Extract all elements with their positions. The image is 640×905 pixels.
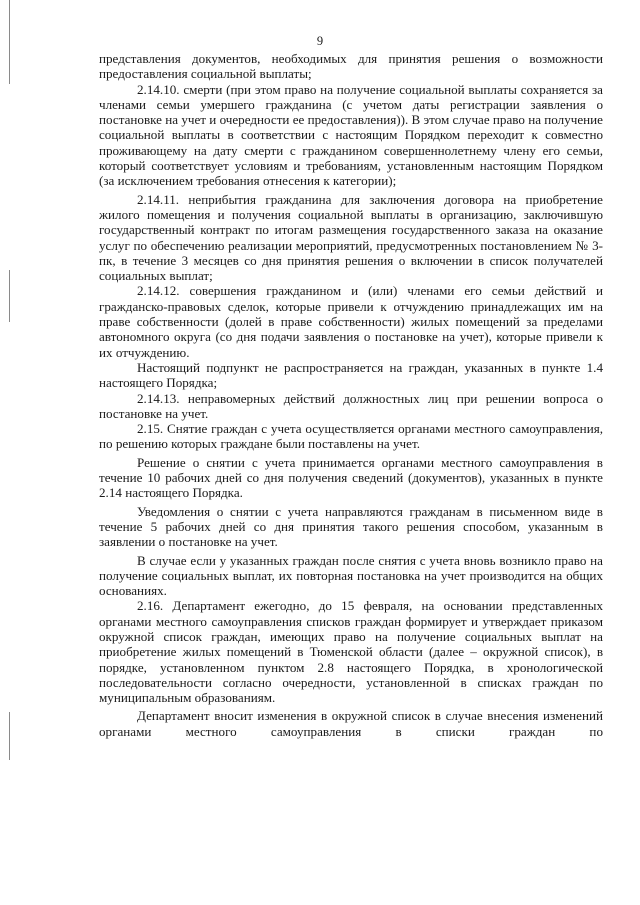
paragraph-2-14-13: 2.14.13. неправомерных действий должностных лиц при решении вопроса о постановке на учет. <box>99 390 603 421</box>
paragraph-2-16: 2.16. Департамент ежегодно, до 15 февраля, на основании представленных органами местного самоуправления списков граждан формирует и утверждает приказом окружной список граждан, имеющих право на получение социальных выплат на приобретение жилых помещений в Тюменской области (далее – окружной список), в порядке, установленном пунктом 2.8 настоящего Порядка, в хронологической последовательности согласно очередности, установленной в списках граждан по муниципальным образованиям. <box>99 598 603 706</box>
document-body <box>99 51 603 739</box>
paragraph-2-14-10: 2.14.10. смерти (при этом право на получение социальной выплаты сохраняется за членами семьи умершего гражданина (с учетом даты регистрации заявления о постановке на учет и очередности ее предоставления)). В этом случае право на получение социальной выплаты в соответствии с настоящим Порядком переходит к совместно проживающему на дату смерти с гражданином совершеннолетнему члену его семьи, который соответствует условиям и требованиям, установленным настоящим Порядком (за исключением требования отнесения к категории); <box>99 81 603 189</box>
paragraph-changes: Департамент вносит изменения в окружной список в случае внесения изменений органами местного самоуправления в списки граждан по <box>99 708 603 739</box>
margin-line-bottom <box>9 712 10 760</box>
page-number: 9 <box>316 34 324 48</box>
paragraph-2-14-11: 2.14.11. неприбытия гражданина для заключения договора на приобретение жилого помещения и получения социальной выплаты в организацию, заключившую государственный контракт по итогам размещения государственного заказа на оказание услуг по обеспечению реализации мероприятий, предусмотренных постановлением № 3-пк, в течение 3 месяцев со дня принятия решения о включении в список получателей социальных выплат; <box>99 191 603 284</box>
paragraph-notification: Уведомления о снятии с учета направляются гражданам в письменном виде в течение 5 рабочих дней со дня принятия такого решения способом, указанным в заявлении о постановке на учет. <box>99 503 603 550</box>
paragraph-reregistration: В случае если у указанных граждан после снятия с учета вновь возникло право на получение социальных выплат, их повторная постановка на учет производится на общих основаниях. <box>99 552 603 599</box>
paragraph-2-14-12: 2.14.12. совершения гражданином и (или) членами его семьи действий и гражданско-правовых сделок, которые привели к отчуждению принадлежащих им на праве собственности (долей в праве собственности) жилых помещений за пределами автономного округа (со дня подачи заявления о постановке на учет), которые привели к их отчуждению. <box>99 283 603 360</box>
paragraph-continuation: представления документов, необходимых для принятия решения о возможности предоставления социальной выплаты; <box>99 51 603 82</box>
paragraph-2-15: 2.15. Снятие граждан с учета осуществляется органами местного самоуправления, по решению которых граждане были поставлены на учет. <box>99 421 603 452</box>
paragraph-decision: Решение о снятии с учета принимается органами местного самоуправления в течение 10 рабочих дней со дня получения сведений (документов), указанных в пункте 2.14 настоящего Порядка. <box>99 454 603 501</box>
margin-line-middle <box>9 270 10 322</box>
paragraph-exception-note: Настоящий подпункт не распространяется на граждан, указанных в пункте 1.4 настоящего Порядка; <box>99 359 603 391</box>
